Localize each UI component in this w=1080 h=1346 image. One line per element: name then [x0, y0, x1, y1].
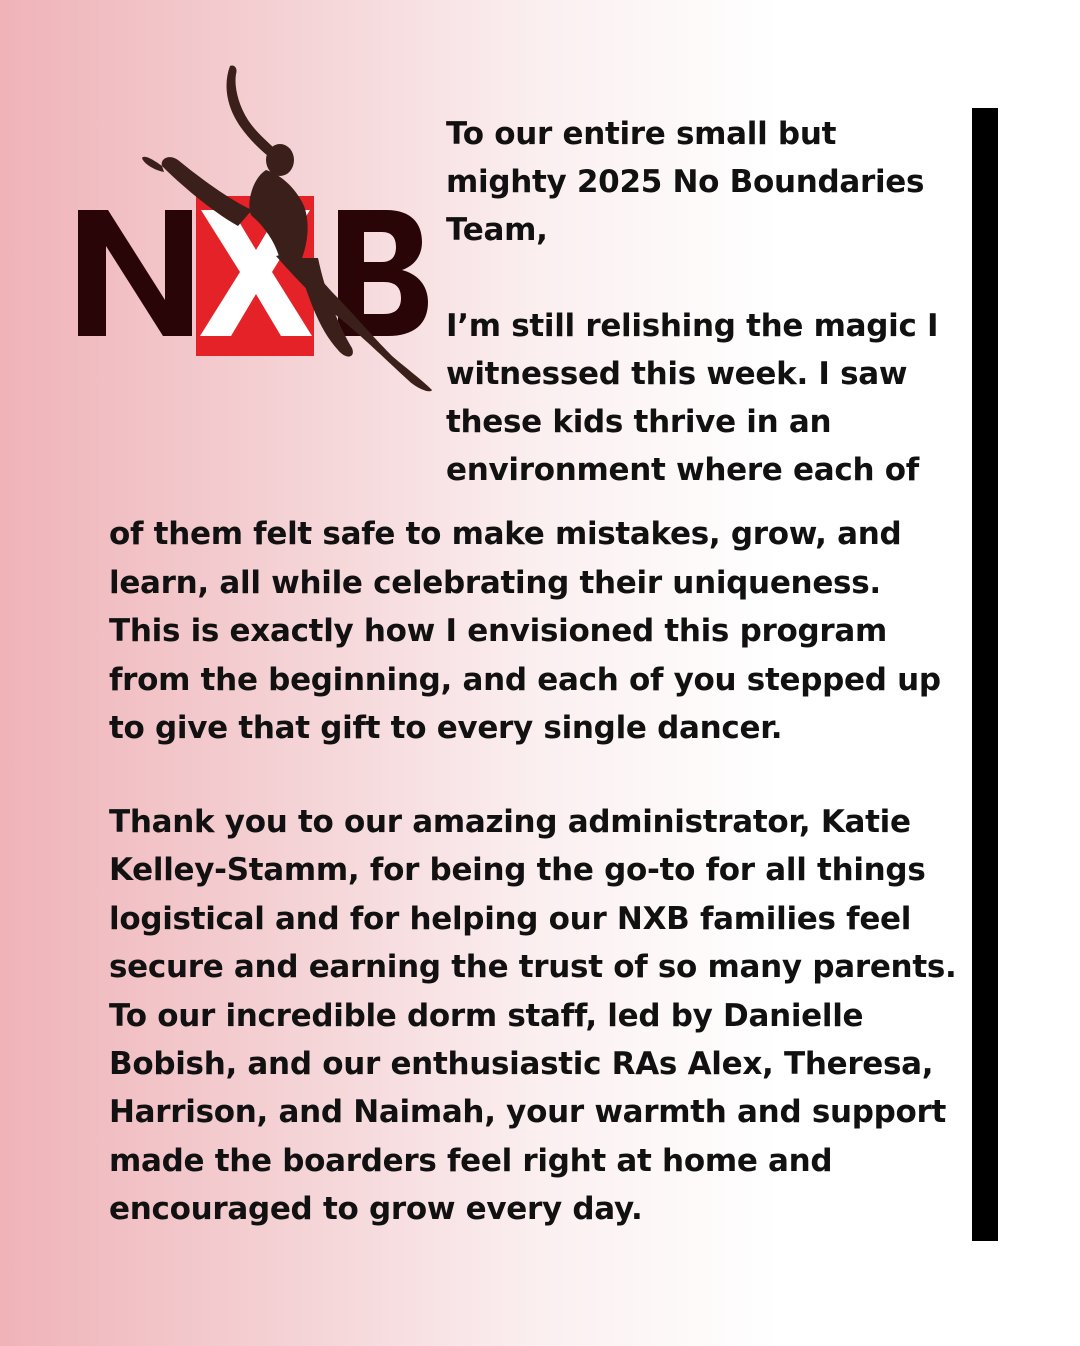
- nxb-logo-graphic: [70, 60, 440, 410]
- letter-greeting: To our entire small but mighty 2025 No Boundaries Team,: [446, 116, 925, 248]
- letter-thanks: Thank you to our amazing administrator, Katie Kelley-Stamm, for being the go-to for all things logistical and for helping our NXB families feel secure and earning the trust of so many parents. To our incredible dorm staff, led by Danielle Bobish, and our enthusiastic RAs Alex, Theresa, Harrison, and Naimah, your warmth and support made the boarders feel right at home and encouraged to grow every day.: [109, 804, 957, 1228]
- decorative-side-bar: [972, 108, 998, 1241]
- letter-continuation: of them felt safe to make mistakes, grow, and learn, all while celebrating their uniqueness. This is exactly how I envisioned this program from the beginning, and each of you stepped up to give that gift to every single dancer.: [109, 516, 941, 746]
- logo-letter-n: [78, 210, 192, 336]
- letter-intro: I’m still relishing the magic I witnessed this week. I saw these kids thrive in an environment where each of: [446, 308, 939, 488]
- nxb-logo: [70, 60, 440, 410]
